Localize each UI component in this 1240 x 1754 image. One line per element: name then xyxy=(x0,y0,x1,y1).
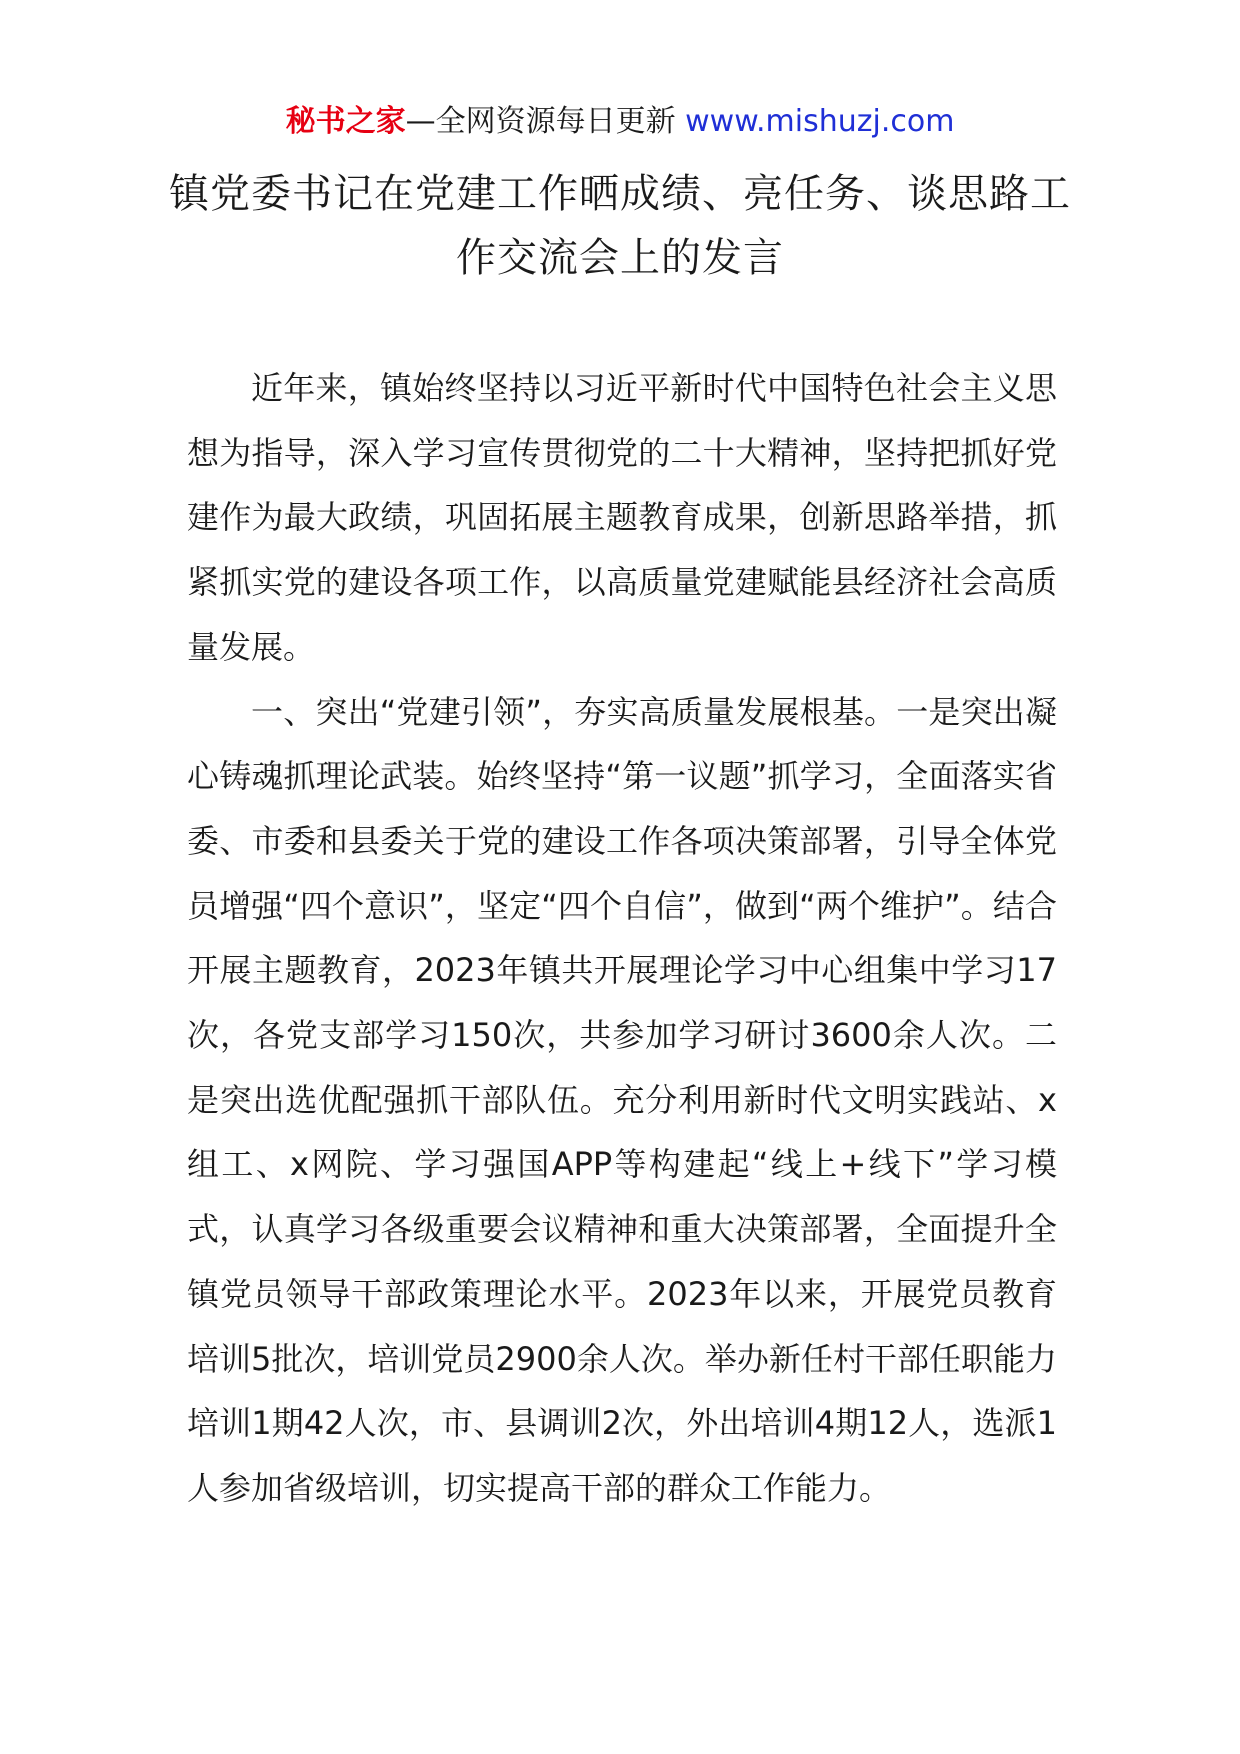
site-header xyxy=(0,100,1240,144)
site-brand: 秘书之家 xyxy=(285,104,406,139)
document-title: 镇党委书记在党建工作晒成绩、亮任务、谈思路工作交流会上的发言 xyxy=(169,171,1071,281)
paragraph-intro: 近年来，镇始终坚持以习近平新时代中国特色社会主义思想为指导，深入学习宣传贯彻党的二十大精神，坚持把抓好党建作为最大政绩，巩固拓展主题教育成果，创新思路举措，抓紧抓实党的建设各项工作，以高质量党建赋能县经济社会高质量发展。 xyxy=(187,369,1057,666)
site-tagline: —全网资源每日更新 xyxy=(405,104,686,139)
paragraph-section-one: 一、突出“党建引领”，夯实高质量发展根基。一是突出凝心铸魂抓理论武装。始终坚持“第一议题”抓学习，全面落实省委、市委和县委关于党的建设工作各项决策部署，引导全体党员增强“四个意识”，坚定“四个自信”，做到“两个维护”。结合开展主题教育，2023年镇共开展理论学习中心组集中学习17次，各党支部学习150次，共参加学习研讨3600余人次。二是突出选优配强抓干部队伍。充分利用新时代文明实践站、x组工、x网院、学习强国APP等构建起“线上+线下”学习模式，认真学习各级重要会议精神和重大决策部署，全面提升全镇党员领导干部政策理论水平。2023年以来，开展党员教育培训5批次，培训党员2900余人次。举办新任村干部任职能力培训1期42人次，市、县调训2次，外出培训4期12人，选派1人参加省级培训，切实提高干部的群众工作能力。 xyxy=(187,692,1057,1507)
site-url-link[interactable]: www.mishuzj.com xyxy=(685,104,955,139)
document-body xyxy=(187,356,1057,1521)
